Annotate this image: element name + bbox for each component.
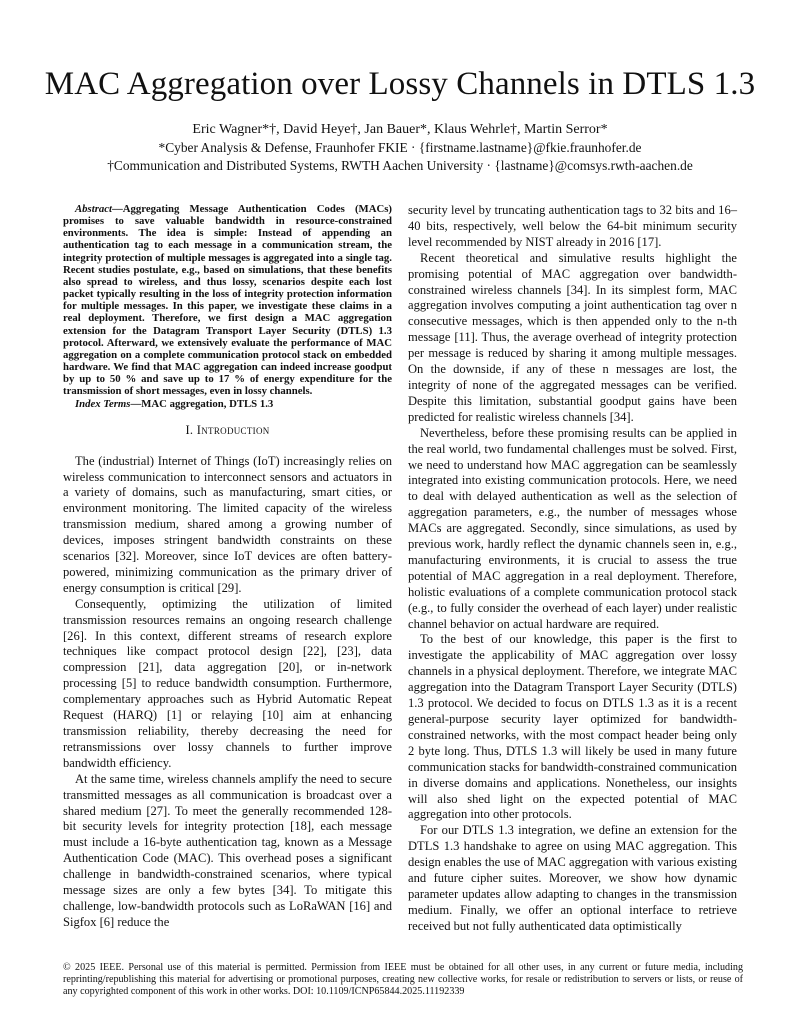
abstract <box>63 203 392 398</box>
intro-paragraph-3-cont: security level by truncating authentication tags to 32 bits and 16–40 bits, respectively, well below the 64-bit minimum security level recommended by NIST already in 2016 [17]. <box>408 203 737 249</box>
intro-paragraph-3: At the same time, wireless channels amplify the need to secure transmitted messages as all communication is broadcast over a shared medium [27]. To meet the generally recommended 128-bit security levels for integrity protection [18], each message must include a 16-byte authentication tag, known as a Message Authentication Code (MAC). This overhead poses a significant challenge in bandwidth-constrained scenarios, where typical message sizes are only a few bytes [34]. To mitigate this challenge, low-bandwidth protocols such as LoRaWAN [16] and Sigfox [6] reduce the <box>63 771 392 929</box>
index-terms-text: —MAC aggregation, DTLS 1.3 <box>130 397 274 410</box>
index-terms <box>63 398 392 410</box>
paper-title: MAC Aggregation over Lossy Channels in DTLS 1.3 <box>44 66 756 102</box>
right-column <box>408 203 737 935</box>
left-column <box>63 203 392 931</box>
index-terms-label: Index Terms <box>75 397 131 410</box>
section-title: Introduction <box>196 422 270 437</box>
intro-paragraph-1: The (industrial) Internet of Things (IoT) increasingly relies on wireless communication to interconnect sensors and actuators in a variety of domains, such as manufacturing, smart cities, or environment monitoring. The limited capacity of the wireless transmission medium, shared among a growing number of devices, imposes stringent bandwidth constraints on these scenarios [32]. Moreover, since IoT devices are often battery-powered, minimizing communication as the primary driver of energy consumption is critical [29]. <box>63 453 392 595</box>
author-list: Eric Wagner*†, David Heye†, Jan Bauer*, Klaus Wehrle†, Martin Serror* <box>192 122 608 137</box>
section-number: I. <box>185 422 194 437</box>
copyright-footer: © 2025 IEEE. Personal use of this material is permitted. Permission from IEEE must be obtained for all other uses, in any current or future media, including reprinting/republishing this material for advertising or promotional purposes, creating new collective works, for resale or redistribution to servers or lists, or reuse of any copyrighted component of this work in other works. DOI: 10.1109/ICNP65844.2025.11192339 <box>63 962 743 998</box>
intro-paragraph-7: For our DTLS 1.3 integration, we define an extension for the DTLS 1.3 handshake to agree on using MAC aggregation. This design enables the use of MAC aggregation with various existing and future cipher suites. Moreover, we show how dynamic parameter updates allow adapting to changes in the transmission medium. Finally, we offer an optional interface to retrieve received but not fully authenticated data optimistically <box>408 823 737 933</box>
abstract-text: —Aggregating Message Authentication Codes (MACs) promises to save valuable bandwidth in resource-constrained environments. The idea is simple: Instead of appending an authentication tag to each message in a communication stream, the integrity protection of multiple messages is aggregated into a single tag. Recent studies postulate, e.g., based on simulations, that these benefits also spread to wireless, and thus lossy, scenarios despite each lost packet typically resulting in the loss of integrity protection information for multiple messages. In this paper, we investigate these claims in a real deployment. Therefore, we first design a MAC aggregation extension for the Datagram Transport Layer Security (DTLS) 1.3 protocol. Afterward, we extensively evaluate the performance of MAC aggregation on a complete communication protocol stack on embedded hardware. We find that MAC aggregation can indeed increase goodput by up to 50 % and save up to 17 % of energy expenditure for the transmission of short messages, even in lossy channels. <box>63 203 392 398</box>
intro-paragraph-6: To the best of our knowledge, this paper is the first to investigate the applicability of MAC aggregation over lossy channels in a physical deployment. Therefore, we integrate MAC aggregation into the Datagram Transport Layer Security (DTLS) 1.3 protocol. We decided to focus on DTLS 1.3 as it is a recent general-purpose security layer optimized for bandwidth-constrained networks, with the most compact header being only 2 byte long. Thus, DTLS 1.3 will likely be used in many future communication stacks for bandwidth-constrained communication in diverse domains and applications. Nonetheless, our insights will also shed light on the expected potential of MAC aggregation into other protocols. <box>408 632 737 822</box>
abstract-label: Abstract <box>75 203 113 215</box>
intro-paragraph-5: Nevertheless, before these promising results can be applied in the real world, two fundamental challenges must be solved. First, we need to understand how MAC aggregation can be seamlessly integrated into existing communication protocols. Here, we need to deal with delayed authentication as well as the selection of aggregation parameters, e.g., the number of messages whose MACs are aggregated. Secondly, since simulations, as used by previous work, hardly reflect the dynamic channels seen in, e.g., manufacturing environments, it is crucial to assess the true potential of MAC aggregation in a real deployment. Therefore, holistic evaluations of a complete communication protocol stack (e.g., to fully consider the overhead of each layer) under realistic channel behavior on actual hardware are required. <box>408 425 737 631</box>
affiliation-fkie: *Cyber Analysis & Defense, Fraunhofer FKIE · {firstname.lastname}@fkie.fraunhofer.de <box>158 140 642 155</box>
section-heading-introduction <box>63 423 392 439</box>
affiliation-rwth: †Communication and Distributed Systems, RWTH Aachen University · {lastname}@comsys.rwth-aachen.de <box>107 158 693 173</box>
intro-paragraph-2: Consequently, optimizing the utilization of limited transmission resources remains an ongoing research challenge [26]. In this context, different streams of research explore techniques like compact protocol design [22], [23], data compression [21], data aggregation [20], or in-network processing [5] to reduce bandwidth consumption. Furthermore, complementary approaches such as Hybrid Automatic Repeat Request (HARQ) [1] or relaying [10] aim at enhancing transmission reliability, thereby decreasing the need for retransmissions over lossy channels to further improve bandwidth efficiency. <box>63 596 392 770</box>
intro-paragraph-4: Recent theoretical and simulative results highlight the promising potential of MAC aggregation over bandwidth-constrained wireless channels [34]. In its simplest form, MAC aggregation involves computing a joint authentication tag over n consecutive messages, which is then appended only to the n-th message [11]. Thus, the average overhead of integrity protection per message is reduced by sharing it among multiple messages. On the downside, if any of these n messages are lost, the integrity of none of the aggregated messages can be verified. Despite this limitation, substantial goodput gains have been predicted for realistic wireless channels [34]. <box>408 250 737 424</box>
